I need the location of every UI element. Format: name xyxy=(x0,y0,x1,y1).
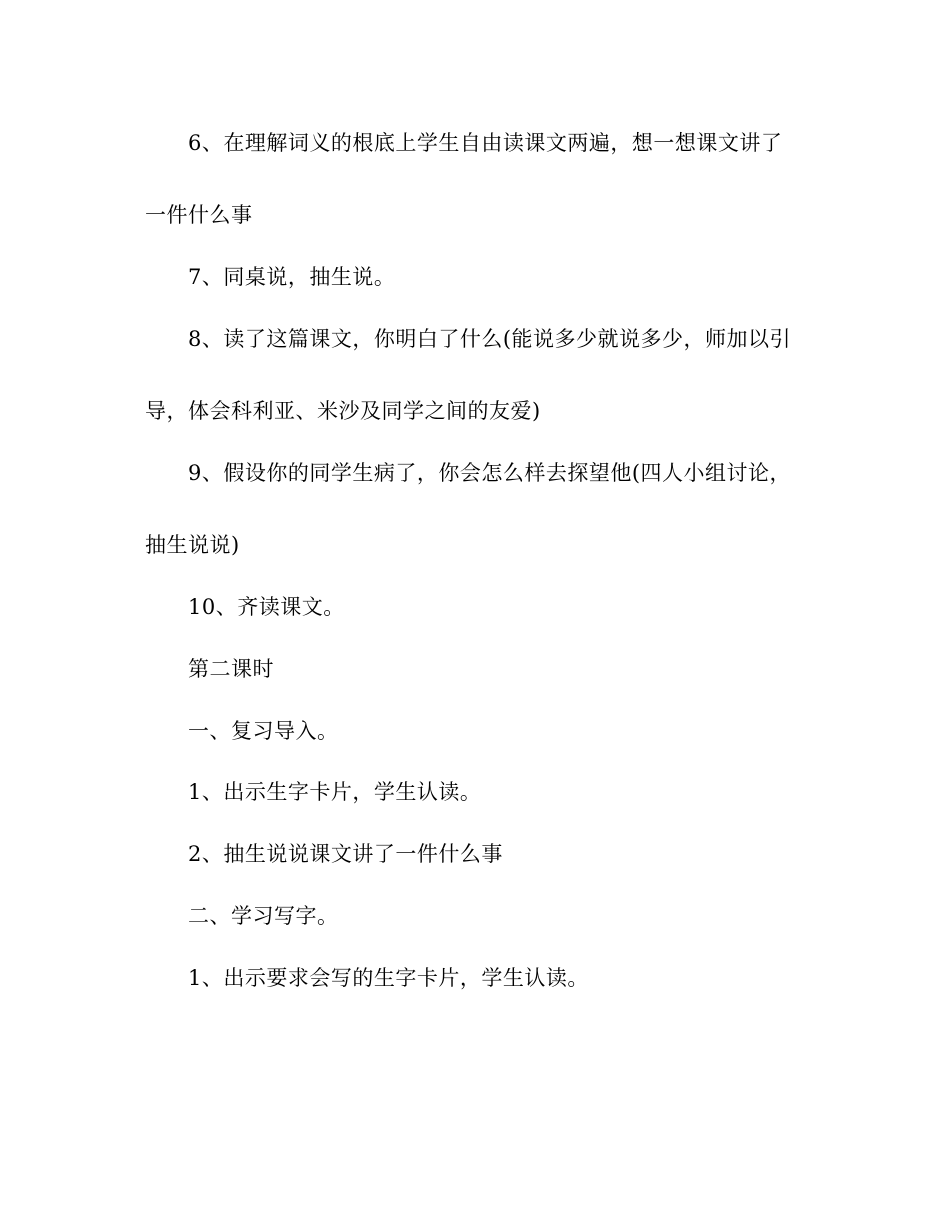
paragraph-line-8: 10、齐读课文。 xyxy=(188,595,345,619)
paragraph-line-3: 7、同桌说，抽生说。 xyxy=(188,265,396,289)
paragraph-line-13: 二、学习写字。 xyxy=(188,904,339,928)
paragraph-line-6: 9、假设你的同学生病了，你会怎么样去探望他(四人小组讨论， xyxy=(188,461,792,485)
paragraph-line-5: 导，体会科利亚、米沙及同学之间的友爱) xyxy=(145,399,541,423)
paragraph-line-1: 6、在理解词义的根底上学生自由读课文两遍，想一想课文讲了 xyxy=(188,131,783,155)
paragraph-line-12: 2、抽生说说课文讲了一件什么事 xyxy=(188,842,503,866)
paragraph-line-10: 一、复习导入。 xyxy=(188,719,339,743)
paragraph-line-11: 1、出示生字卡片，学生认读。 xyxy=(188,780,482,804)
paragraph-line-4: 8、读了这篇课文，你明白了什么(能说多少就说多少，师加以引 xyxy=(188,327,792,351)
paragraph-line-2: 一件什么事 xyxy=(145,203,253,227)
paragraph-line-14: 1、出示要求会写的生字卡片，学生认读。 xyxy=(188,966,589,990)
paragraph-line-7: 抽生说说) xyxy=(145,533,240,557)
section-heading: 第二课时 xyxy=(188,657,274,681)
